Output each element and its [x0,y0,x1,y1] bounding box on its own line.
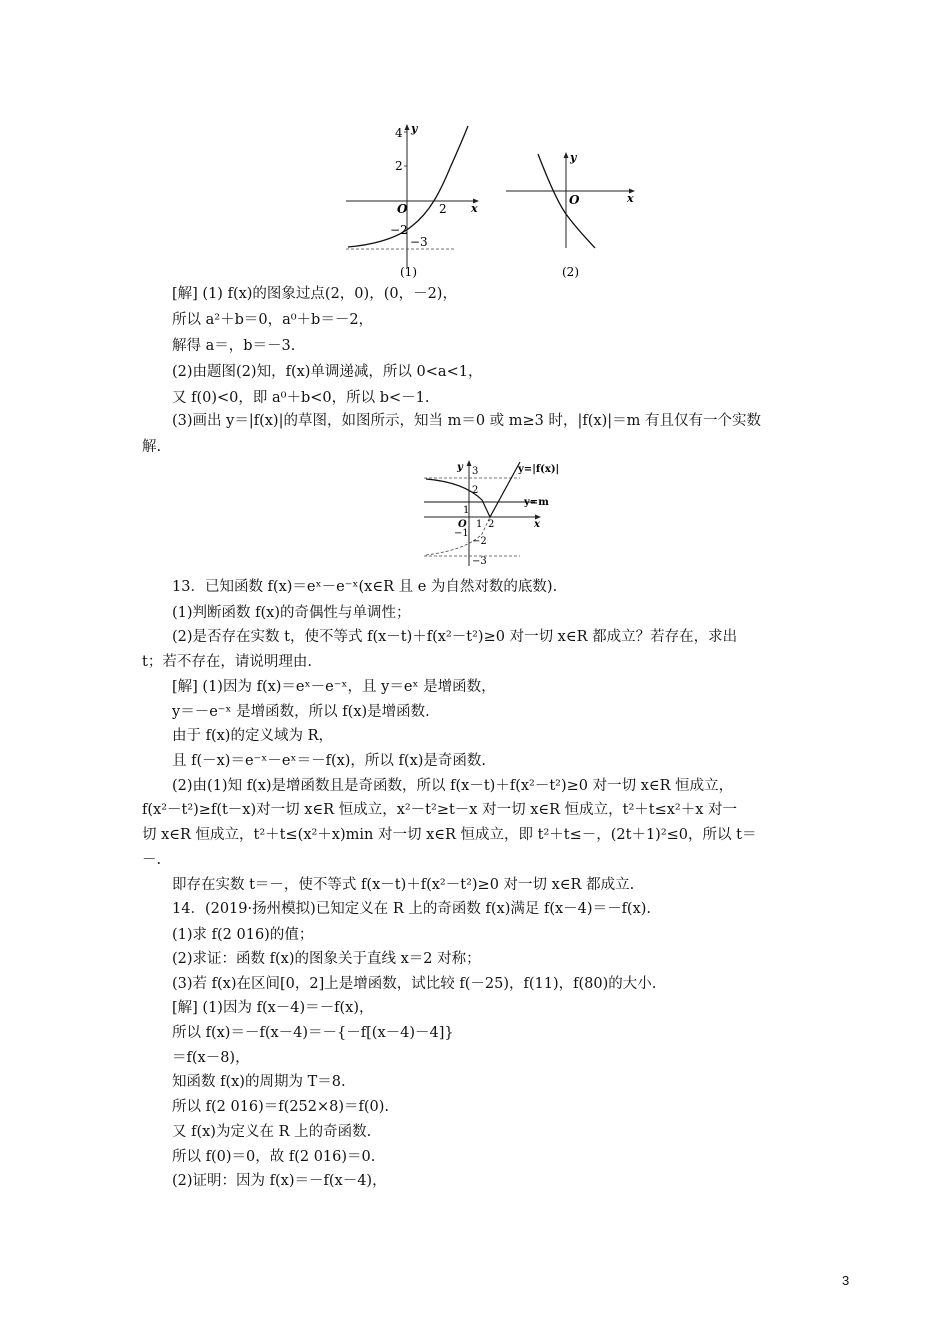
tick-label: 2 [488,519,495,530]
figure-2 [500,148,645,283]
text-line: y＝－e⁻ˣ 是增函数，所以 f(x)是增函数. [172,704,430,720]
tick-label: −1 [454,528,469,539]
text-line: f(x²－t²)≥f(t－x)对一切 x∈R 恒成立，x²－t²≥t－x 对一切 x∈R 恒成立，t²＋t≤x²＋x 对一 [142,802,738,818]
text-line: 14．(2019·扬州模拟)已知定义在 R 上的奇函数 f(x)满足 f(x－4)＝－f(x). [172,901,652,917]
origin-label: O [458,519,467,530]
text-line: 13．已知函数 f(x)＝eˣ－e⁻ˣ(x∈R 且 e 为自然对数的底数). [172,579,558,595]
text-line: (2)是否存在实数 t，使不等式 f(x－t)＋f(x²－t²)≥0 对一切 x∈R 都成立？若存在，求出 [172,629,738,645]
text-line: 切 x∈R 恒成立，t²＋t≤(x²＋x)min 对一切 x∈R 恒成立，即 t²＋t≤－，(2t＋1)²≤0，所以 t＝ [142,827,757,843]
text-line: (1)求 f(2 016)的值； [172,927,314,943]
text-line: ＝f(x－8)， [172,1050,250,1066]
text-line: [解] (1)因为 f(x－4)＝－f(x)， [172,1000,374,1016]
text-line: 由于 f(x)的定义域为 R， [172,728,333,744]
line-label: y=m [524,497,549,508]
origin-label: O [569,193,580,207]
text-line: (1)判断函数 f(x)的奇偶性与单调性； [172,605,411,621]
text-line: (2)由(1)知 f(x)是增函数且是奇函数，所以 f(x－t)＋f(x²－t²)≥0 对一切 x∈R 恒成立， [172,778,734,794]
tick-label: −3 [410,235,428,249]
curve-label: y=|f(x)| [518,464,560,475]
text-line: 且 f(－x)＝e⁻ˣ－eˣ＝－f(x)，所以 f(x)是奇函数. [172,753,487,769]
text-line: 即存在实数 t＝－，使不等式 f(x－t)＋f(x²－t²)≥0 对一切 x∈R 都成立. [172,877,635,893]
y-arrow-icon [467,460,472,466]
tick-label: 2 [439,202,447,216]
tick-label: 4 [395,126,403,140]
tick-label: −2 [390,223,408,237]
text-line: 所以 f(x)＝－f(x－4)＝－{－f[(x－4)－4]} [172,1025,454,1041]
text-line: (2)证明：因为 f(x)＝－f(x－4)， [172,1173,387,1189]
figure-caption: (1) [400,265,417,279]
text-line: 知函数 f(x)的周期为 T＝8. [172,1074,346,1090]
y-arrow-icon [564,152,569,158]
tick-label: 1 [463,505,470,516]
x-axis-label: x [471,202,478,215]
tick-label: 2 [472,485,479,496]
text-line: 解得 a＝，b＝－3. [172,338,296,354]
y-arrow-icon [405,124,410,130]
page-number: 3 [842,1273,850,1288]
text-line: 又 f(x)为定义在 R 上的奇函数. [172,1124,372,1140]
tick-label: 1 [476,519,483,530]
text-line: 所以 f(2 016)＝f(252×8)＝f(0). [172,1099,390,1115]
tick-label: 2 [395,159,403,173]
text-line: (2)由题图(2)知，f(x)单调递减，所以 0<a<1， [172,364,483,380]
y-axis-label: y [570,151,577,164]
figure-1 [340,120,490,285]
text-line: －. [142,852,162,868]
text-line: t；若不存在，请说明理由. [142,654,312,670]
origin-label: O [397,202,408,216]
y-axis-label: y [457,462,463,473]
text-line: [解] (1)因为 f(x)＝eˣ－e⁻ˣ，且 y＝eˣ 是增函数， [172,679,496,695]
text-line: (2)求证：函数 f(x)的图象关于直线 x＝2 对称； [172,951,481,967]
curve [348,126,468,247]
text-line: (3)若 f(x)在区间[0，2]上是增函数，试比较 f(－25)，f(11)，f(80)的大小. [172,976,657,992]
text-line: (3)画出 y＝|f(x)|的草图，如图所示，知当 m＝0 或 m≥3 时，|f(x)|＝m 有且仅有一个实数 [172,413,761,429]
text-line: [解] (1) f(x)的图象过点(2，0)，(0，－2)， [172,286,457,302]
text-line: 所以 a²＋b＝0，a⁰＋b＝－2， [172,312,374,328]
text-line: 又 f(0)<0，即 a⁰＋b<0，所以 b<－1. [172,390,430,406]
figure-3 [420,458,570,570]
tick-label: −3 [472,556,487,567]
tick-label: −2 [472,536,487,547]
text-line: 所以 f(0)＝0，故 f(2 016)＝0. [172,1149,376,1165]
x-axis-label: x [627,192,634,205]
tick-label: 3 [472,466,479,477]
x-axis-label: x [534,519,540,530]
text-line: 解. [142,439,162,455]
y-axis-label: y [411,122,418,135]
figure-caption: (2) [562,265,579,279]
